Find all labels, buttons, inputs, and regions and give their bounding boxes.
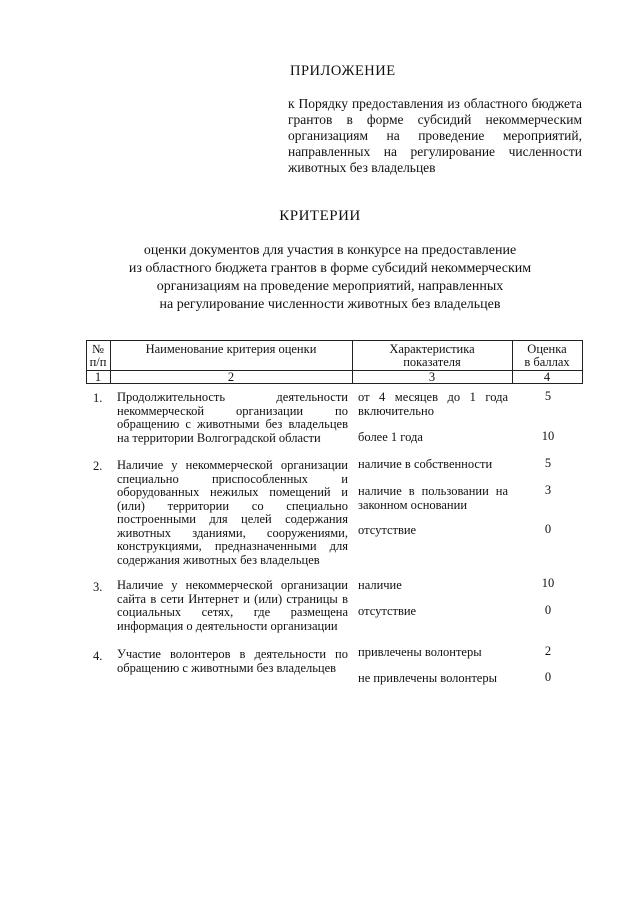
- score-value: 0: [544, 670, 552, 684]
- header-name: Наименование критерия оценки: [145, 342, 317, 356]
- characteristic-text: наличие: [358, 578, 402, 592]
- column-number: 3: [428, 370, 436, 384]
- header-characteristic: Характеристика показателя: [389, 342, 475, 369]
- characteristic-text: привлечены волонтеры: [358, 645, 482, 659]
- characteristic-text: наличие в собственности: [358, 457, 493, 471]
- score-value: 5: [544, 456, 552, 470]
- score-value: 3: [544, 483, 552, 497]
- characteristic-text: более 1 года: [358, 430, 423, 444]
- score-value: 10: [541, 429, 555, 443]
- column-number: 1: [94, 370, 102, 384]
- header-score: Оценка в баллах: [524, 342, 570, 369]
- col-divider: [582, 340, 583, 384]
- row-number: 3.: [93, 580, 103, 594]
- score-value: 0: [544, 603, 552, 617]
- score-value: 5: [544, 389, 552, 403]
- subtitle-line: оценки документов для участия в конкурсе на предоставление: [143, 243, 517, 258]
- criteria-title: КРИТЕРИИ: [279, 208, 361, 224]
- table-top-border: [86, 340, 583, 341]
- row-number: 1.: [93, 391, 103, 405]
- score-value: 2: [544, 644, 552, 658]
- criterion-text: Наличие у некоммерческой организации сайта в сети Интернет и (или) страницы в социальных сетях, где размещена информация о деятельности организации: [117, 578, 348, 633]
- characteristic-text: наличие в пользовании на законном основании: [358, 484, 508, 512]
- criterion-text: Продолжительность деятельности некоммерческой организации по обращению с животными без владельцев на территории Волгоградской области: [117, 390, 348, 445]
- characteristic-text: не привлечены волонтеры: [358, 671, 497, 685]
- score-value: 10: [541, 576, 555, 590]
- characteristic-text: отсутствие: [358, 604, 417, 618]
- row-number: 4.: [93, 649, 103, 663]
- appendix-text: к Порядку предоставления из областного бюджета грантов в форме субсидий некоммерческим организациям на проведение мероприятий, направленных на регулирование численности животных без владельцев: [288, 96, 582, 175]
- row-number: 2.: [93, 459, 103, 473]
- subtitle-line: организациям на проведение мероприятий, направленных: [156, 279, 504, 294]
- appendix-title: ПРИЛОЖЕНИЕ: [290, 63, 396, 79]
- subtitle-line: из областного бюджета грантов в форме субсидий некоммерческим: [128, 261, 532, 276]
- score-value: 0: [544, 522, 552, 536]
- column-number: 4: [543, 370, 551, 384]
- subtitle-line: на регулирование численности животных без владельцев: [159, 297, 501, 312]
- characteristic-text: от 4 месяцев до 1 года включительно: [358, 390, 508, 418]
- criteria-subtitle: [100, 242, 560, 314]
- column-number: 2: [227, 370, 235, 384]
- criterion-text: Участие волонтеров в деятельности по обращению с животными без владельцев: [117, 647, 348, 675]
- characteristic-text: отсутствие: [358, 523, 417, 537]
- header-num: № п/п: [89, 342, 107, 369]
- criterion-text: Наличие у некоммерческой организации специально приспособленных и оборудованных нежилых помещений и (или) территории со специально построенными для целей содержания животных зданиями, сооружениями, конструкциями, предназначенными для содержания животных без владельцев: [117, 458, 348, 567]
